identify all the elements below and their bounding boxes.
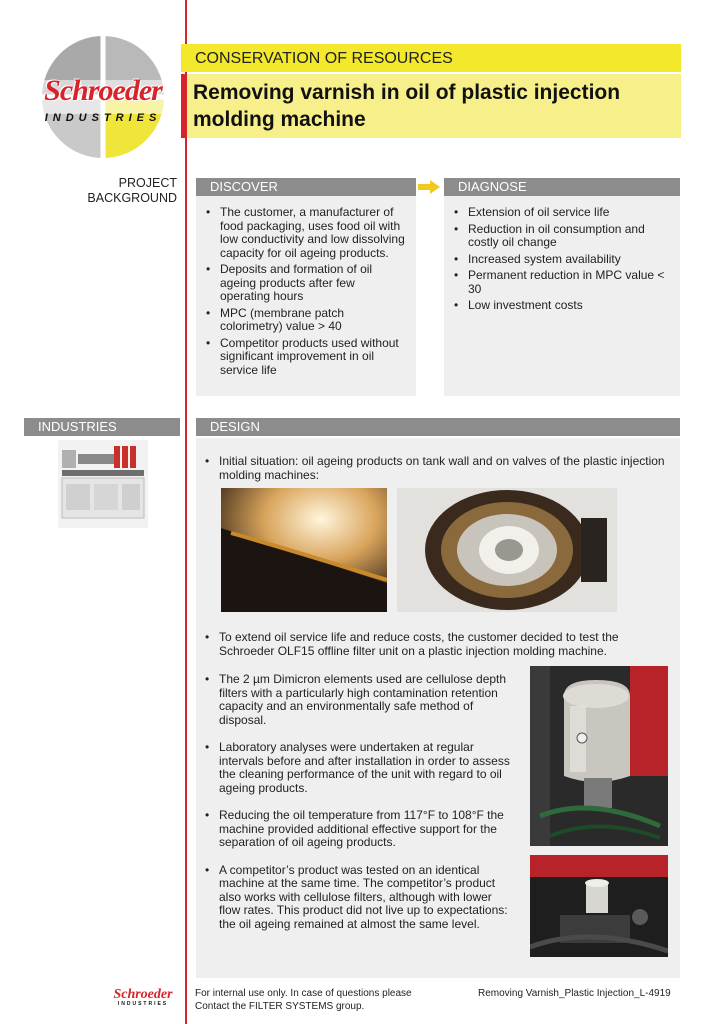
- diagnose-panel: [444, 196, 680, 396]
- injection-machine-image: [58, 440, 148, 528]
- industries-heading: INDUSTRIES: [24, 418, 180, 436]
- footer-note-line1: For internal use only. In case of questions please: [195, 988, 412, 999]
- list-item: • Competitor products used without significant improvement in oil service life: [206, 337, 406, 378]
- diagnose-heading: DIAGNOSE: [444, 178, 680, 196]
- list-item: • Extension of oil service life: [454, 206, 670, 220]
- schroeder-logo: [28, 32, 178, 162]
- list-item: • Increased system availability: [454, 253, 670, 267]
- tank-wall-photo: [221, 488, 387, 612]
- discover-list: [206, 206, 406, 377]
- document-reference: Removing Varnish_Plastic Injection_L-4919: [478, 988, 671, 999]
- list-item: • Deposits and formation of oil ageing products after few operating hours: [206, 263, 406, 304]
- list-item: • MPC (membrane patch colorimetry) value > 40: [206, 307, 406, 334]
- list-item: • Reduction in oil consumption and costly oil change: [454, 223, 670, 250]
- list-item: • The 2 µm Dimicron elements used are cellulose depth filters with a particularly high contamination retention capacity and an environmentally safe method of disposal.: [205, 673, 510, 727]
- list-item: • Low investment costs: [454, 299, 670, 313]
- design-intro-list: [205, 455, 665, 485]
- footer-logo-subtitle: INDUSTRIES: [117, 1001, 169, 1007]
- filter-unit-photo: [530, 666, 668, 846]
- valve-photo: [397, 488, 617, 612]
- list-item: • To extend oil service life and reduce costs, the customer decided to test the Schroeder OLF15 offline filter unit on a plastic injection molding machine.: [205, 631, 675, 658]
- list-item: • A competitor’s product was tested on an identical machine at the same time. The competitor’s product also works with cellulose filters, although with lower flow rates. This product did not live up to expectations: the oil ageing remained at almost the same level.: [205, 864, 510, 932]
- footer-note-line2: Contact the FILTER SYSTEMS group.: [195, 1000, 365, 1012]
- project-background-label: PROJECT BACKGROUND: [87, 176, 177, 205]
- list-item: • The customer, a manufacturer of food packaging, uses food oil with low conductivity and low dissolving capacity for oil ageing products.: [206, 206, 406, 260]
- design-wide-list: [205, 631, 675, 661]
- footer-logo-wordmark: Schroeder: [113, 987, 173, 1002]
- design-heading: DESIGN: [196, 418, 680, 436]
- arrow-right-icon: [418, 180, 440, 194]
- vertical-divider-line: [185, 0, 187, 1024]
- header-kicker: CONSERVATION OF RESOURCES: [181, 44, 681, 72]
- page-title: Removing varnish in oil of plastic injection molding machine: [181, 74, 681, 138]
- discover-panel: [196, 196, 416, 396]
- competitor-product-photo: [530, 855, 668, 957]
- list-item: • Initial situation: oil ageing products on tank wall and on valves of the plastic injection molding machines:: [205, 455, 665, 482]
- design-list: [205, 673, 510, 934]
- discover-heading: DISCOVER: [196, 178, 416, 196]
- list-item: • Reducing the oil temperature from 117°F to 108°F the machine provided additional effective support for the separation of oil ageing products.: [205, 809, 510, 850]
- list-item: • Laboratory analyses were undertaken at regular intervals before and after installation in order to assess the cleaning performance of the unit with regard to oil ageing products.: [205, 741, 510, 795]
- footer-note: [195, 988, 465, 1013]
- list-item: • Permanent reduction in MPC value < 30: [454, 269, 670, 296]
- diagnose-list: [454, 206, 670, 313]
- logo-subtitle: INDUSTRIES: [44, 112, 162, 124]
- footer-logo: [110, 988, 176, 1007]
- title-accent-bar: [181, 74, 187, 138]
- logo-wordmark: Schroeder: [44, 74, 162, 107]
